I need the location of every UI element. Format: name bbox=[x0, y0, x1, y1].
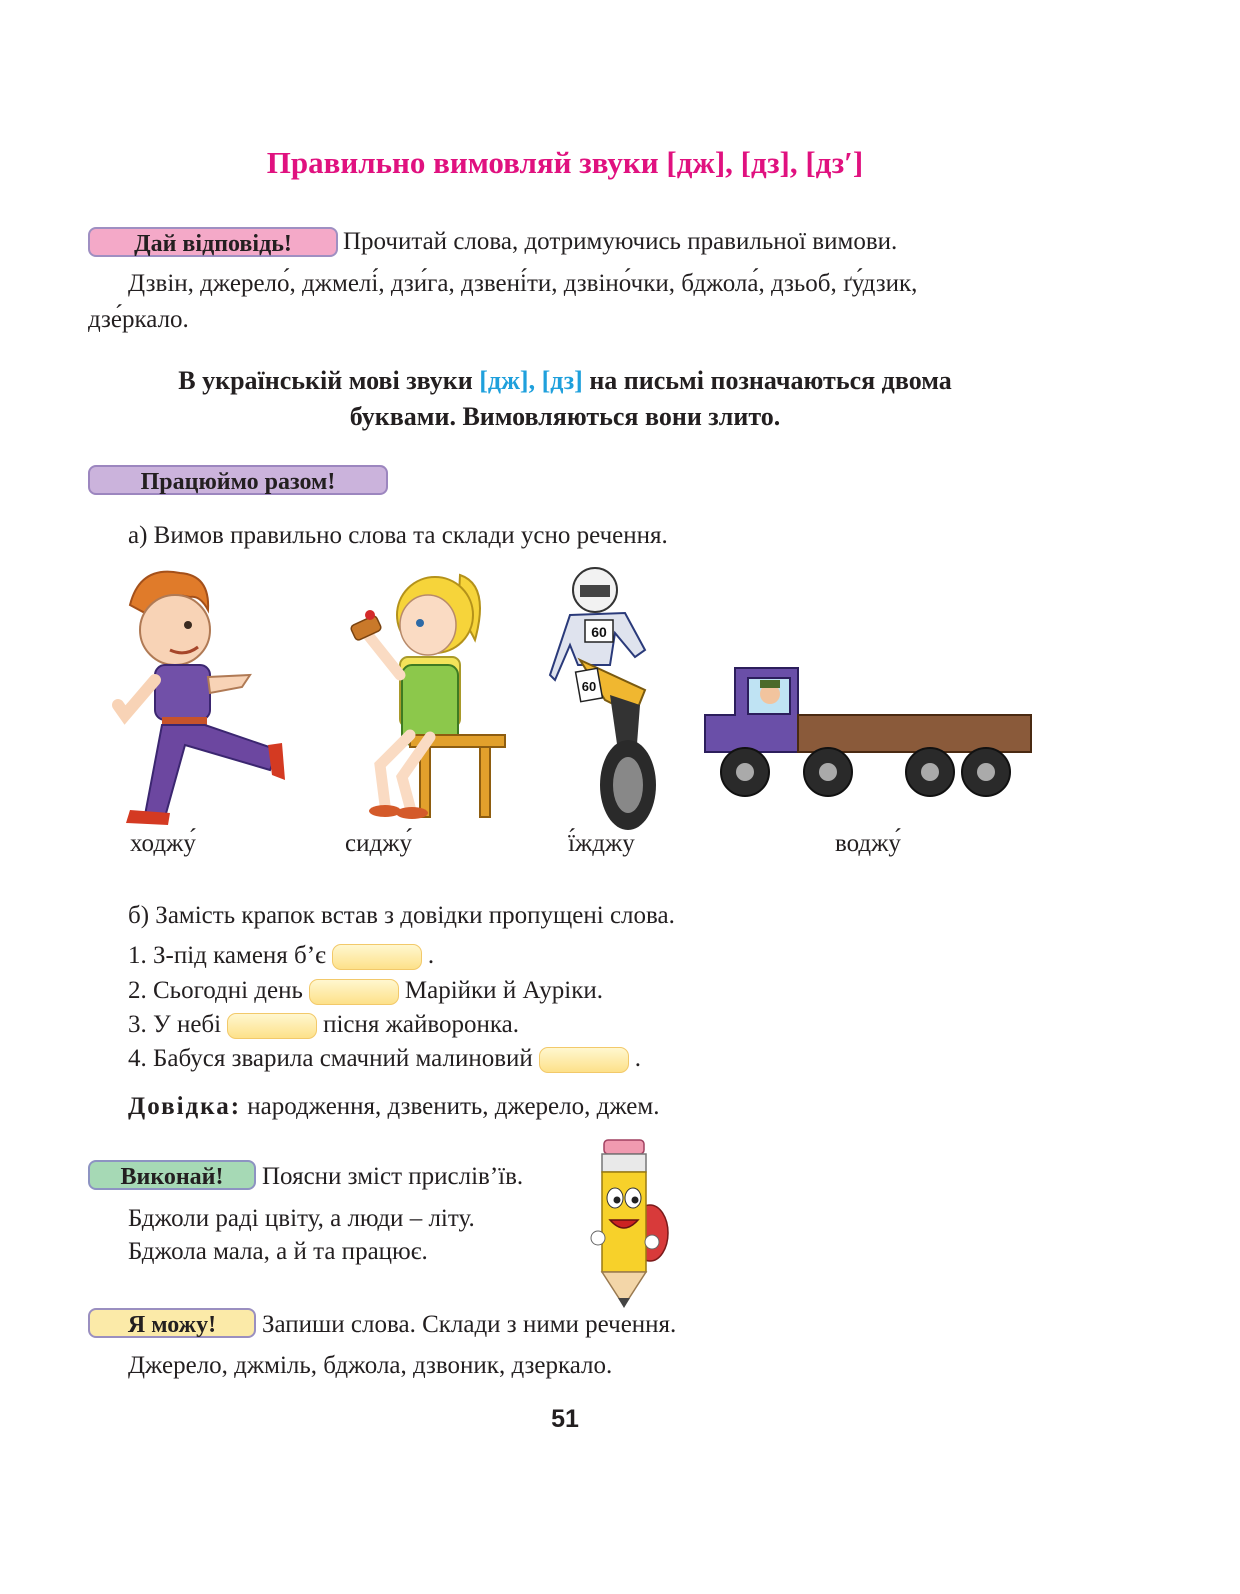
sentence-3 bbox=[128, 1011, 519, 1039]
svg-text:60: 60 bbox=[591, 624, 607, 640]
proverb-2: Бджола мала, а й та працює. bbox=[128, 1238, 428, 1265]
caption-drive: воджу́ bbox=[835, 830, 901, 857]
answer-badge: Дай відповідь! bbox=[88, 227, 338, 257]
svg-text:60: 60 bbox=[581, 679, 597, 694]
section4-words: Джерело, джміль, бджола, дзвоник, дзеркало. bbox=[128, 1352, 613, 1379]
sentence-text: 1. З-під каменя б’є bbox=[128, 942, 326, 969]
hint-label: Довідка: bbox=[128, 1093, 242, 1120]
task-a: а) Вимов правильно слова та склади усно речення. bbox=[128, 522, 668, 549]
sentence-text: 3. У небі bbox=[128, 1011, 222, 1038]
rule-box bbox=[60, 363, 1070, 435]
words-line-2: дзе́ркало. bbox=[88, 306, 189, 333]
answer-blank-4[interactable] bbox=[539, 1047, 629, 1073]
words-line-1: Дзвін, джерело́, джмелі́, дзи́га, дзвені́ти, дзвіно́чки, бджола́, дзьоб, ґу́дзик, bbox=[128, 270, 918, 297]
truck-picture bbox=[700, 660, 1040, 810]
do-it-badge: Виконай! bbox=[88, 1160, 256, 1190]
sentence-text: 4. Бабуся зварила смачний малиновий bbox=[128, 1045, 533, 1072]
sentence-1 bbox=[128, 942, 434, 970]
motorcyclist-picture bbox=[550, 565, 670, 835]
hint-words: народження, дзвенить, джерело, джем. bbox=[247, 1093, 660, 1120]
caption-ride: ї́жджу bbox=[568, 830, 635, 857]
task-b: б) Замість крапок встав з довідки пропущені слова. bbox=[128, 902, 675, 929]
sentence-4 bbox=[128, 1045, 641, 1073]
work-together-badge: Працюймо разом! bbox=[88, 465, 388, 495]
answer-blank-1[interactable] bbox=[332, 944, 422, 970]
rule-part1: В українській мові звуки bbox=[178, 366, 473, 395]
i-can-badge: Я можу! bbox=[88, 1308, 256, 1338]
pencil-mascot-picture bbox=[590, 1138, 670, 1310]
sentence-2 bbox=[128, 977, 603, 1005]
rule-highlight: [дж], [дз] bbox=[479, 366, 583, 395]
rule-part2: на письмі позначаються двома bbox=[589, 366, 952, 395]
section1-instruction: Прочитай слова, дотримуючись правильної вимови. bbox=[343, 228, 898, 255]
section4-instruction: Запиши слова. Склади з ними речення. bbox=[262, 1311, 677, 1338]
sentence-tail: пісня жайворонка. bbox=[323, 1011, 520, 1038]
section3-instruction: Поясни зміст прислів’їв. bbox=[262, 1163, 524, 1190]
rule-line2: буквами. Вимовляються вони злито. bbox=[349, 402, 781, 431]
answer-blank-2[interactable] bbox=[309, 979, 399, 1005]
sitting-girl-picture bbox=[340, 565, 500, 830]
page-number: 51 bbox=[551, 1405, 579, 1433]
sentence-text: 2. Сьогодні день bbox=[128, 977, 303, 1004]
answer-blank-3[interactable] bbox=[227, 1013, 317, 1039]
caption-walk: ходжу́ bbox=[130, 830, 196, 857]
sentence-tail: . bbox=[427, 942, 435, 969]
page-title: Правильно вимовляй звуки [дж], [дз], [дз′] bbox=[266, 145, 864, 180]
sentence-tail: Марійки й Ауріки. bbox=[404, 977, 603, 1004]
caption-sit: сиджу́ bbox=[345, 830, 412, 857]
sentence-tail: . bbox=[634, 1045, 642, 1072]
hint bbox=[128, 1093, 659, 1121]
walking-boy-picture bbox=[100, 565, 290, 830]
proverb-1: Бджоли раді цвіту, а люди – літу. bbox=[128, 1205, 475, 1232]
